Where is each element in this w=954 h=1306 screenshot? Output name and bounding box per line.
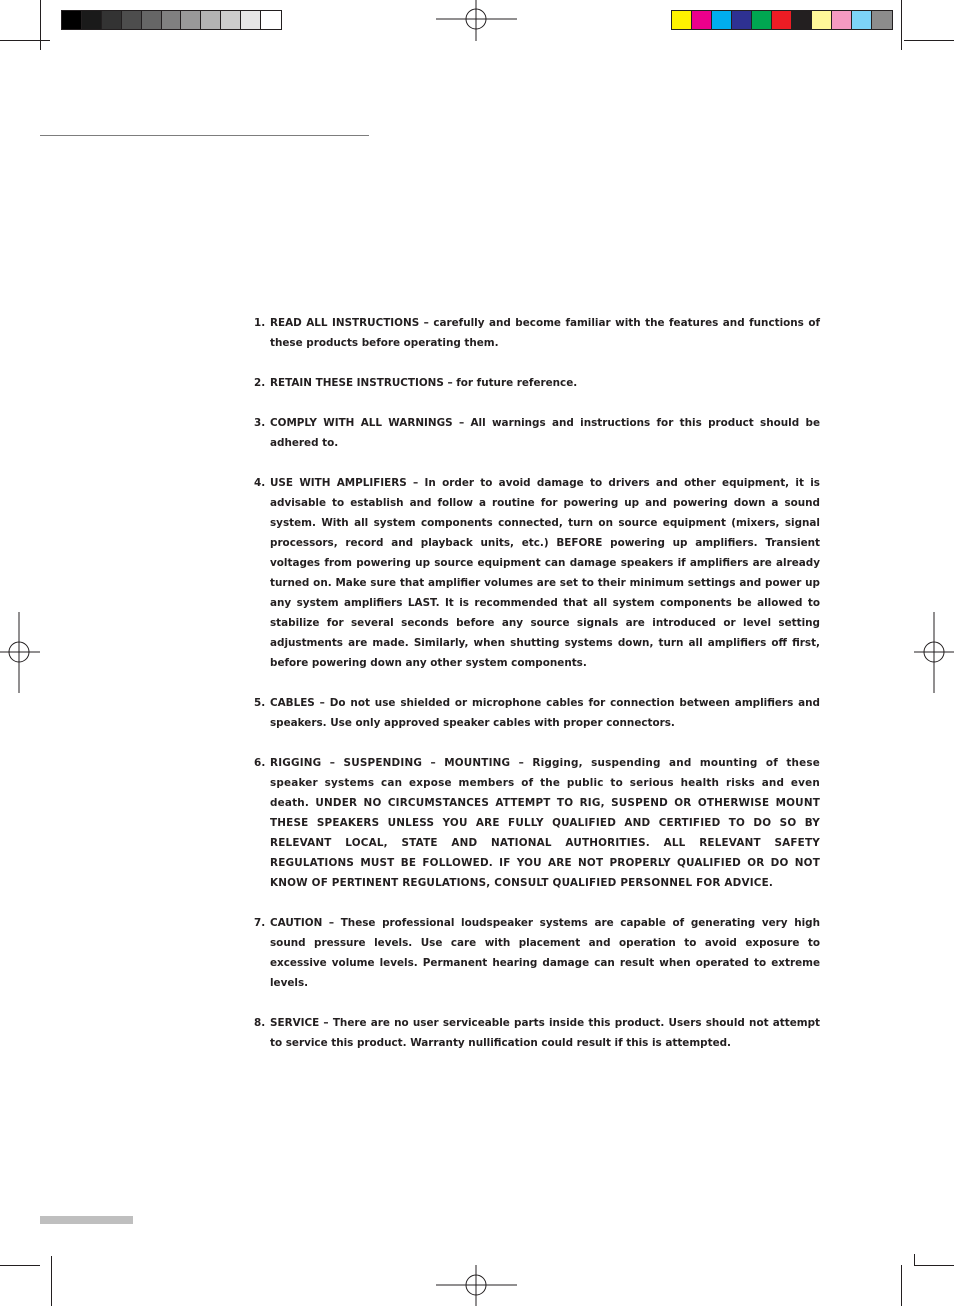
safety-instructions-list: [254, 313, 820, 1073]
color-swatch: [201, 11, 221, 29]
instruction-text: READ ALL INSTRUCTIONS – carefully and become familiar with the features and functions of these products before operating them.: [270, 317, 820, 349]
color-swatch: [62, 11, 82, 29]
color-bar: [671, 10, 893, 30]
instruction-number: 3.: [254, 417, 266, 429]
color-swatch: [852, 11, 872, 29]
grayscale-bar: [61, 10, 282, 30]
registration-target-icon: [436, 1265, 517, 1306]
instruction-item: [254, 913, 820, 993]
instruction-number: 6.: [254, 757, 266, 769]
color-swatch: [261, 11, 281, 29]
instruction-item: [254, 313, 820, 353]
color-swatch: [142, 11, 162, 29]
instruction-number: 5.: [254, 697, 266, 709]
instruction-text: RIGGING – SUSPENDING – MOUNTING – Rigging, suspending and mounting of these speaker systems can expose members of the public to serious health risks and even death. UNDER NO CIRCUMSTANCES ATTEMPT TO RIG, SUSPEND OR OTHERWISE MOUNT THESE SPEAKERS UNLESS YOU ARE FULLY QUALIFIED AND CERTIFIED TO DO SO BY RELEVANT LOCAL, STATE AND NATIONAL AUTHORITIES. ALL RELEVANT SAFETY REGULATIONS MUST BE FOLLOWED. IF YOU ARE NOT PROPERLY QUALIFIED OR DO NOT KNOW OF PERTINENT REGULATIONS, CONSULT QUALIFIED PERSONNEL FOR ADVICE.: [270, 757, 820, 889]
instruction-item: [254, 413, 820, 453]
color-swatch: [672, 11, 692, 29]
instruction-number: 7.: [254, 917, 266, 929]
crop-mark: [914, 1254, 915, 1266]
color-swatch: [732, 11, 752, 29]
instruction-item: [254, 373, 820, 393]
instruction-text: CABLES – Do not use shielded or microphone cables for connection between amplifiers and speakers. Use only approved speaker cables with proper connectors.: [270, 697, 820, 729]
crop-mark: [40, 0, 41, 50]
color-swatch: [792, 11, 812, 29]
crop-mark: [901, 1265, 902, 1306]
header-rule: [40, 135, 369, 136]
registration-target-icon: [914, 612, 954, 693]
color-swatch: [221, 11, 241, 29]
instruction-text: RETAIN THESE INSTRUCTIONS – for future reference.: [270, 377, 578, 389]
color-swatch: [241, 11, 261, 29]
instruction-number: 1.: [254, 317, 266, 329]
instruction-item: [254, 473, 820, 673]
crop-mark: [914, 1265, 954, 1266]
color-swatch: [812, 11, 832, 29]
registration-target-icon: [0, 612, 40, 693]
color-swatch: [832, 11, 852, 29]
color-swatch: [181, 11, 201, 29]
instruction-item: [254, 1013, 820, 1053]
crop-mark: [904, 40, 954, 41]
instruction-item: [254, 693, 820, 733]
crop-mark: [0, 40, 50, 41]
color-swatch: [752, 11, 772, 29]
instruction-text: COMPLY WITH ALL WARNINGS – All warnings and instructions for this product should be adhered to.: [270, 417, 820, 449]
registration-target-icon: [436, 0, 517, 41]
instruction-text: CAUTION – These professional loudspeaker systems are capable of generating very high sound pressure levels. Use care with placement and operation to avoid exposure to excessive volume levels. Permanent hearing damage can result when operated to extreme levels.: [270, 917, 820, 989]
instruction-item: [254, 753, 820, 893]
color-swatch: [162, 11, 182, 29]
instruction-number: 4.: [254, 477, 266, 489]
color-swatch: [872, 11, 892, 29]
crop-mark: [51, 1256, 52, 1306]
color-swatch: [712, 11, 732, 29]
instruction-text: SERVICE – There are no user serviceable parts inside this product. Users should not attempt to service this product. Warranty nullification could result if this is attempted.: [270, 1017, 820, 1049]
crop-mark: [901, 0, 902, 50]
color-swatch: [772, 11, 792, 29]
color-swatch: [692, 11, 712, 29]
color-swatch: [122, 11, 142, 29]
crop-mark: [0, 1265, 40, 1266]
color-swatch: [102, 11, 122, 29]
instruction-number: 8.: [254, 1017, 266, 1029]
color-swatch: [82, 11, 102, 29]
instruction-text: USE WITH AMPLIFIERS – In order to avoid damage to drivers and other equipment, it is advisable to establish and follow a routine for powering up and powering down a sound system. With all system components connected, turn on source equipment (mixers, signal processors, record and playback units, etc.) BEFORE powering up amplifiers. Transient voltages from powering up source equipment can damage speakers if amplifiers are already turned on. Make sure that amplifier volumes are set to their minimum settings and power up any system amplifiers LAST. It is recommended that all system components be allowed to stabilize for several seconds before any source signals are introduced or level setting adjustments are made. Similarly, when shutting systems down, turn all amplifiers off first, before powering down any other system components.: [270, 477, 820, 669]
instruction-number: 2.: [254, 377, 266, 389]
footer-bar: [40, 1216, 133, 1224]
